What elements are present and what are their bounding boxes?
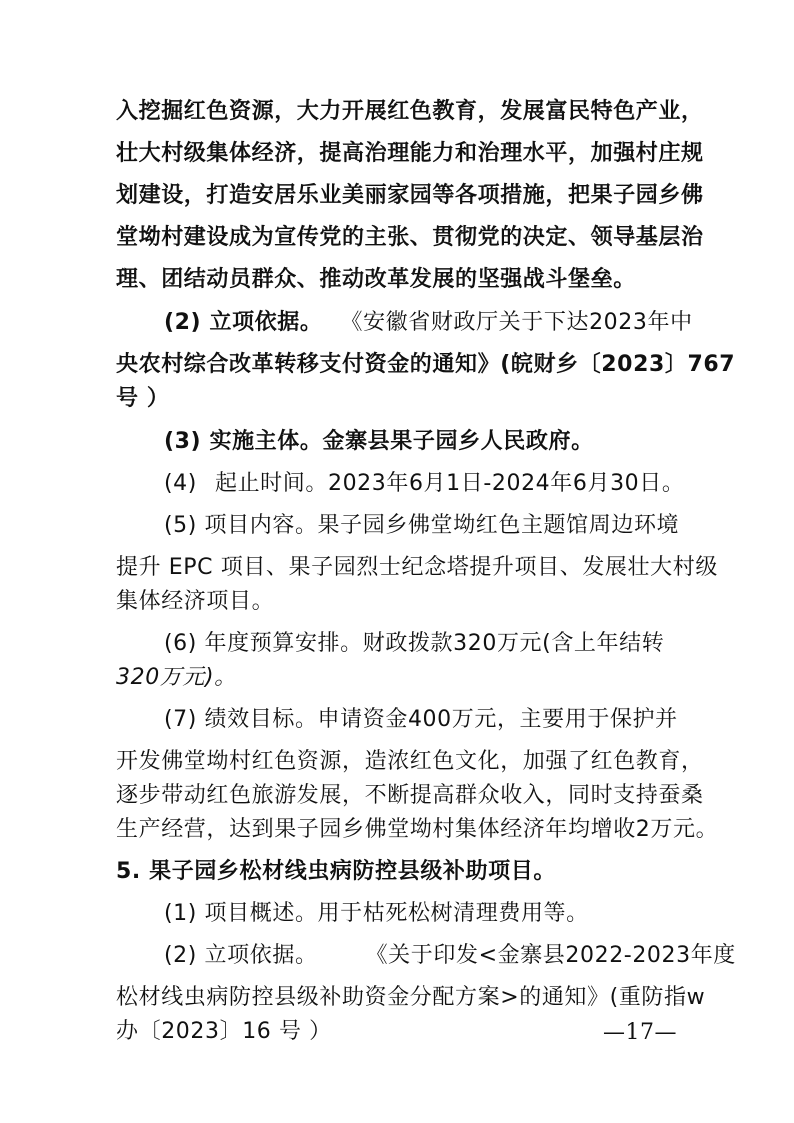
paragraph-line: 入挖掘红色资源，大力开展红色教育，发展富民特色产业， xyxy=(116,99,704,124)
goal-line: (7) 绩效目标。申请资金400万元，主要用于保护并 xyxy=(164,707,678,732)
period-line xyxy=(164,470,684,498)
basis-text: 《安徽省财政厅关于下达2023年中 xyxy=(340,310,693,335)
basis-text: 《关于印发<金寨县2022-2023年度 xyxy=(365,943,736,968)
content-line: 提升 EPC 项目、果子园烈士纪念塔提升项目、发展壮大村级 xyxy=(116,555,718,580)
paragraph-line: 划建设，打造安居乐业美丽家园等各项措施，把果子园乡佛 xyxy=(116,183,704,208)
paragraph-line: 堂坳村建设成为宣传党的主张、贯彻党的决定、领导基层治 xyxy=(116,225,704,250)
period-text: 起止时间。2023年6月1日-2024年6月30日。 xyxy=(214,471,685,496)
section-heading: 5. 果子园乡松材线虫病防控县级补助项目。 xyxy=(116,859,556,884)
goal-line: 生产经营，达到果子园乡佛堂坳村集体经济年均增收2万元。 xyxy=(116,817,719,842)
budget-line: (6) 年度预算安排。财政拨款320万元(含上年结转 xyxy=(164,631,665,656)
overview-line: (1) 项目概述。用于枯死松树清理费用等。 xyxy=(164,901,589,926)
content-line: (5) 项目内容。果子园乡佛堂坳红色主题馆周边环境 xyxy=(164,513,680,538)
basis-label: (2) 立项依据。 xyxy=(164,310,323,335)
basis-line: 办〔2023〕16 号 ） xyxy=(116,1019,332,1044)
basis-line xyxy=(164,309,693,337)
entity-line: (3) 实施主体。金寨县果子园乡人民政府。 xyxy=(164,429,594,454)
basis-line: 松材线虫病防控县级补助资金分配方案>的通知》(重防指w xyxy=(116,985,706,1010)
goal-line: 逐步带动红色旅游发展，不断提高群众收入，同时支持蚕桑 xyxy=(116,783,704,808)
paragraph-line: 理、团结动员群众、推动改革发展的坚强战斗堡垒。 xyxy=(116,267,636,292)
basis-label: (2) 立项依据。 xyxy=(164,943,318,968)
basis-line: 央农村综合改革转移支付资金的通知》(皖财乡〔2023〕767 xyxy=(116,352,736,377)
page-number: —17— xyxy=(603,1020,677,1045)
content-line: 集体经济项目。 xyxy=(116,589,275,614)
basis-line: 号 ） xyxy=(116,386,170,411)
basis-line xyxy=(164,942,736,970)
goal-line: 开发佛堂坳村红色资源，造浓红色文化，加强了红色教育， xyxy=(116,749,704,774)
paragraph-line: 壮大村级集体经济，提高治理能力和治理水平，加强村庄规 xyxy=(116,141,704,166)
budget-line: 320万元)。 xyxy=(116,665,237,690)
period-label: (4) xyxy=(164,471,197,496)
